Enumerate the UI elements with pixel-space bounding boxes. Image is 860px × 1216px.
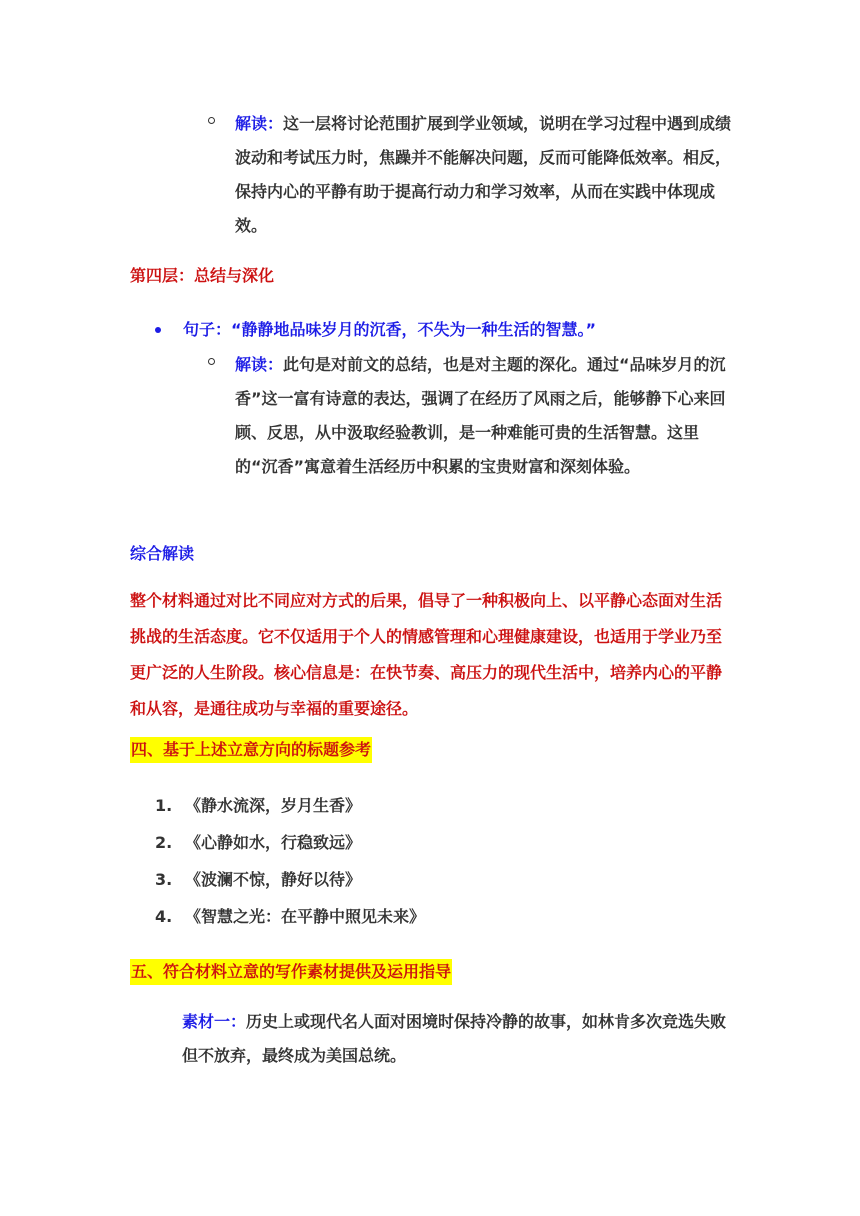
list-title: 《智慧之光：在平静中照见未来》 xyxy=(185,907,426,926)
list-item xyxy=(155,794,655,831)
layer3-interpretation-item xyxy=(208,107,738,247)
list-title: 《波澜不惊，静好以待》 xyxy=(185,870,362,889)
list-item xyxy=(155,905,655,942)
list-number: 2. xyxy=(155,833,173,852)
layer4-heading: 第四层：总结与深化 xyxy=(130,266,275,285)
material-text: 历史上或现代名人面对困境时保持冷静的故事，如林肯多次竞选失败但不放弃，最终成为美国总统。 xyxy=(182,1012,727,1065)
list-item xyxy=(155,868,655,905)
layer4-sentence-item xyxy=(155,318,715,342)
list-number: 3. xyxy=(155,870,173,889)
title-reference-list xyxy=(155,794,655,942)
material-one xyxy=(182,1005,732,1073)
section4-heading: 四、基于上述立意方向的标题参考 xyxy=(130,737,372,763)
circle-bullet-icon xyxy=(208,358,215,365)
interpretation-label: 解读： xyxy=(235,355,284,374)
interpretation-label: 解读： xyxy=(235,114,284,133)
interpretation-body: 这一层将讨论范围扩展到学业领域，说明在学习过程中遇到成绩波动和考试压力时，焦躁并不能解决问题，反而可能降低效率。相反，保持内心的平静有助于提高行动力和学习效率，从而在实践中体现成效。 xyxy=(235,114,732,235)
layer3-interpretation-text xyxy=(235,107,735,243)
list-item xyxy=(155,831,655,868)
comprehensive-heading: 综合解读 xyxy=(130,544,195,563)
sentence-quote: “静静地品味岁月的沉香，不失为一种生活的智慧。” xyxy=(231,320,597,339)
material-label: 素材一： xyxy=(182,1012,247,1031)
list-number: 1. xyxy=(155,796,173,815)
section5-heading: 五、符合材料立意的写作素材提供及运用指导 xyxy=(130,959,452,985)
disc-bullet-icon xyxy=(155,327,161,333)
list-title: 《静水流深，岁月生香》 xyxy=(185,796,362,815)
circle-bullet-icon xyxy=(208,117,215,124)
layer4-interpretation-item xyxy=(208,348,738,523)
layer4-interpretation-text xyxy=(235,348,735,484)
comprehensive-summary: 整个材料通过对比不同应对方式的后果，倡导了一种积极向上、以平静心态面对生活挑战的生活态度。它不仅适用于个人的情感管理和心理健康建设，也适用于学业乃至更广泛的人生阶段。核心信息是：在快节奏、高压力的现代生活中，培养内心的平静和从容，是通往成功与幸福的重要途径。 xyxy=(130,591,723,718)
list-number: 4. xyxy=(155,907,173,926)
list-title: 《心静如水，行稳致远》 xyxy=(185,833,362,852)
interpretation-body: 此句是对前文的总结，也是对主题的深化。通过“品味岁月的沉香”这一富有诗意的表达，强调了在经历了风雨之后，能够静下心来回顾、反思，从中汲取经验教训，是一种难能可贵的生活智慧。这里的“沉香”寓意着生活经历中积累的宝贵财富和深刻体验。 xyxy=(235,355,726,476)
layer4-sentence xyxy=(183,318,596,342)
sentence-label: 句子： xyxy=(183,320,232,339)
